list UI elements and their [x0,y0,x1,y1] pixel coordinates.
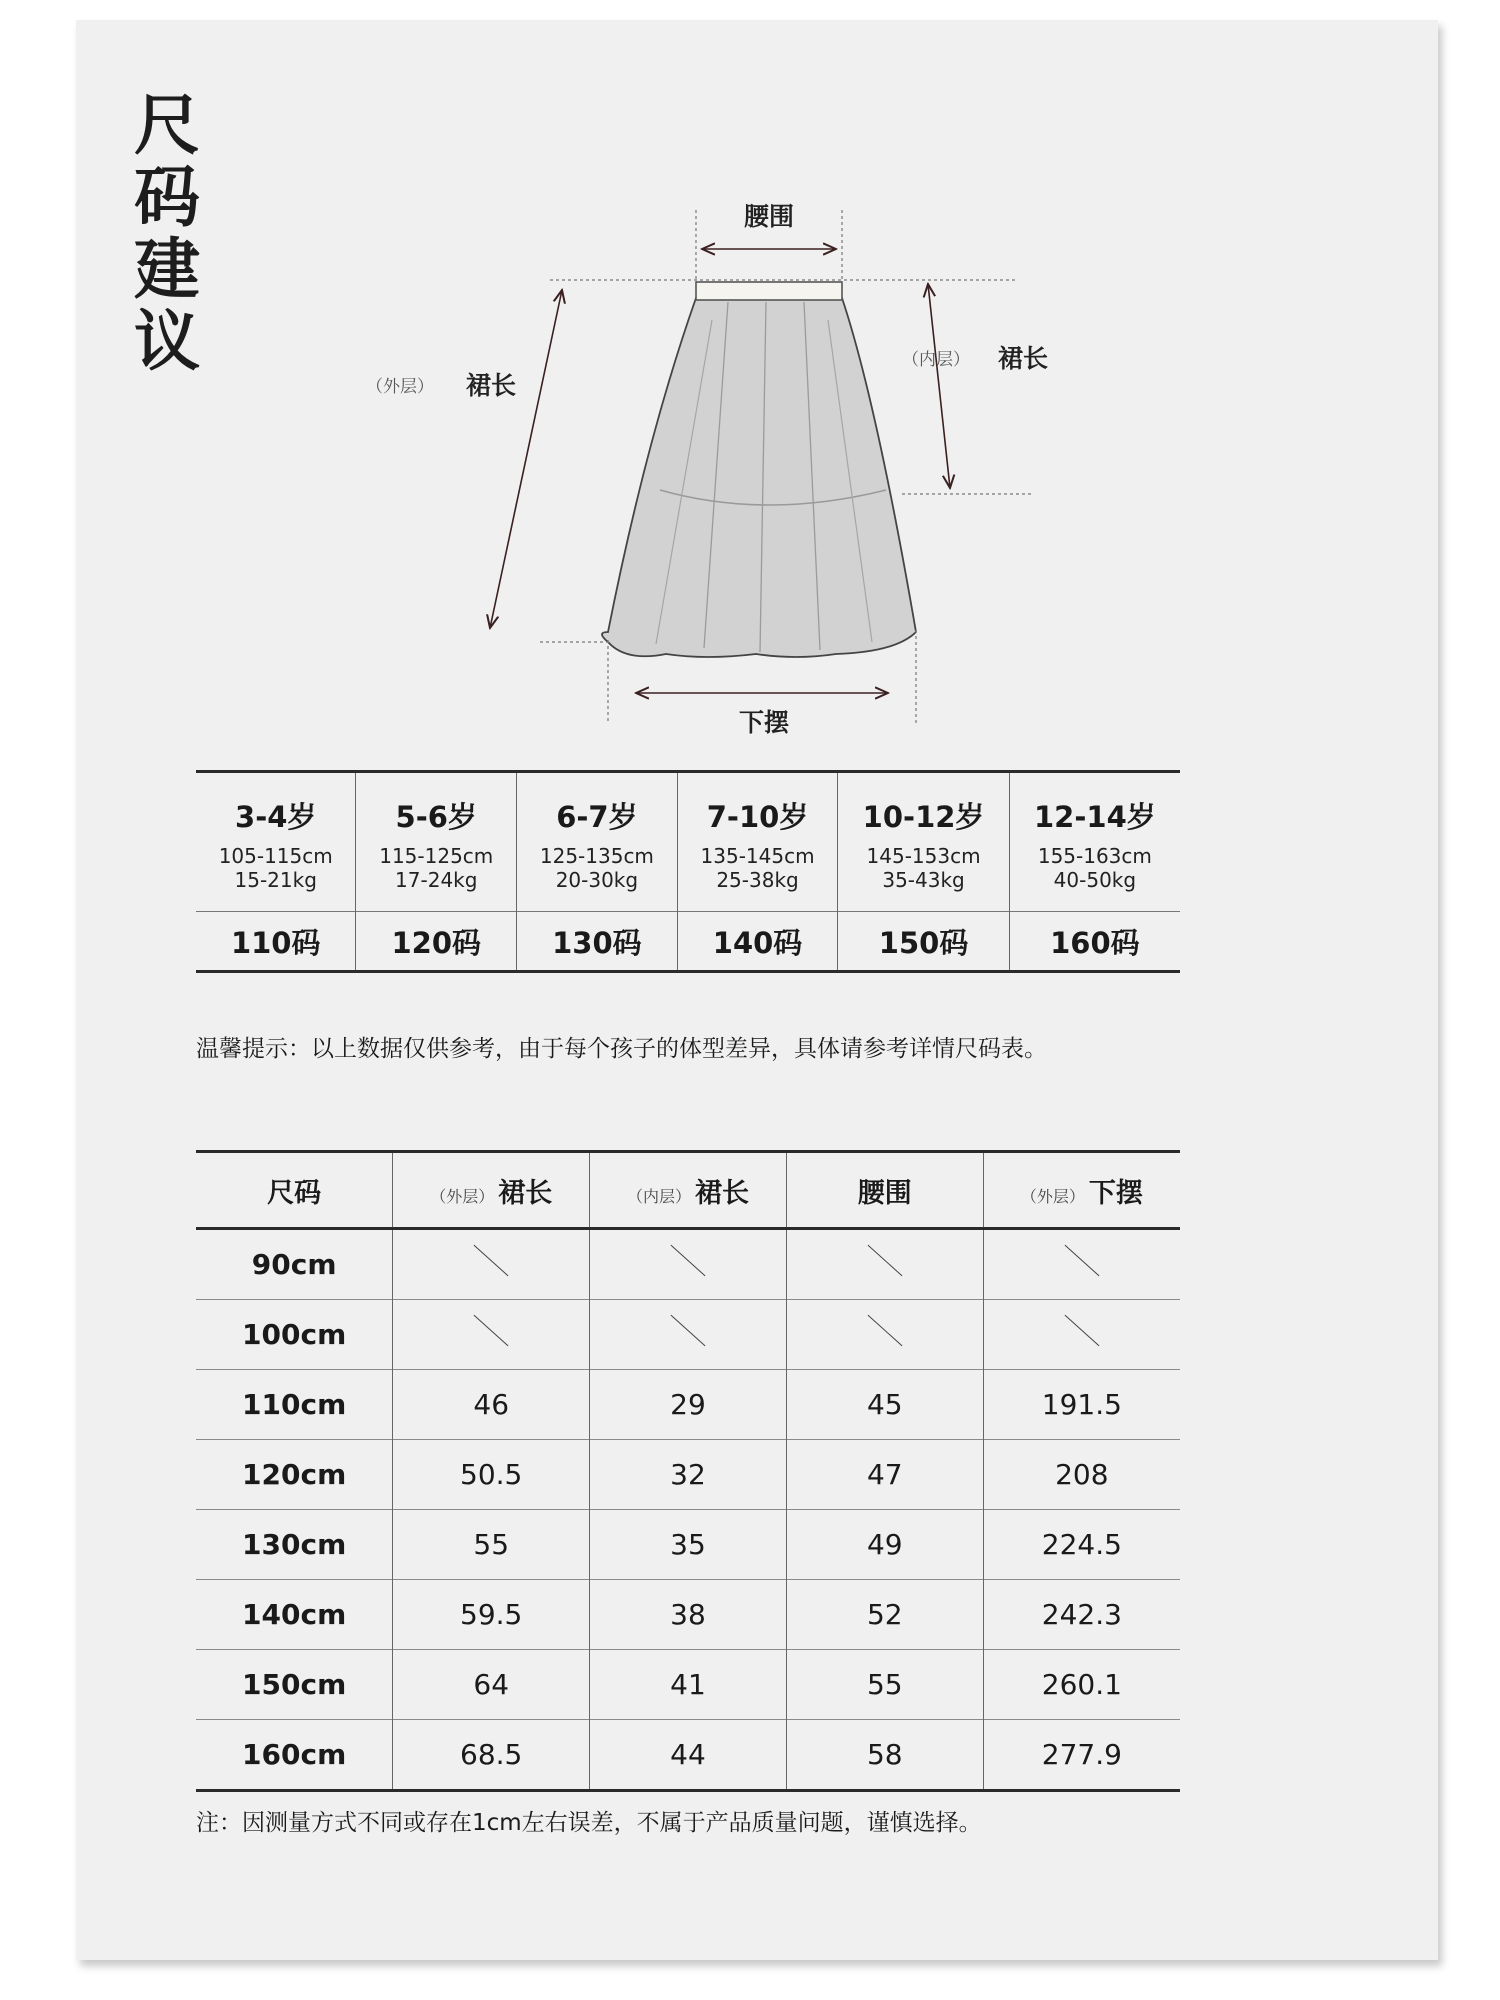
table-row [196,1440,1180,1510]
table-row [196,1229,1180,1300]
table-row [196,1720,1180,1791]
empty-slash-cell [393,1300,590,1370]
age-cell: 12-14岁 155-163cm 40-50kg [1009,772,1180,912]
header-waist: 腰围 [786,1152,983,1229]
slash-icon [669,1316,707,1346]
size-cell: 100cm [196,1300,393,1370]
age-cell: 6-7岁 125-135cm 20-30kg [517,772,678,912]
size-cell: 90cm [251,1248,337,1281]
age-cell: 5-6岁 115-125cm 17-24kg [356,772,517,912]
header-hem: （外层） 下摆 [983,1152,1180,1229]
outer-length-arrow [490,290,562,628]
slash-icon [1063,1246,1101,1276]
slash-icon [472,1246,510,1276]
age-cell: 3-4岁 105-115cm 15-21kg [218,799,333,892]
size-code-cell: 160码 [1009,912,1180,972]
age-row [196,772,1180,912]
slash-icon [866,1316,904,1346]
size-cell: 150cm [196,1650,393,1720]
size-code-cell: 140码 [677,912,838,972]
measurement-cell: 64 [393,1650,590,1720]
measurement-cell: 208 [983,1440,1180,1510]
table-row [196,1300,1180,1370]
hem-label: 下摆 [738,708,790,737]
inner-length-arrow [928,284,950,488]
outer-prefix-label: （外层） [366,377,434,397]
measurement-cell: 35 [590,1510,787,1580]
measurement-cell: 260.1 [983,1650,1180,1720]
empty-slash-cell [786,1229,983,1300]
measurement-cell: 59.5 [393,1580,590,1650]
measurement-cell: 38 [590,1580,787,1650]
measurement-cell: 55 [786,1650,983,1720]
measurement-cell: 44 [590,1720,787,1791]
empty-slash-cell [983,1300,1180,1370]
waistband [696,282,842,300]
measurement-cell: 50.5 [393,1440,590,1510]
table-row [196,1510,1180,1580]
measurement-cell: 46 [393,1370,590,1440]
measurement-cell: 191.5 [983,1370,1180,1440]
waist-label: 腰围 [743,202,795,231]
title-char: 尺 [134,87,200,164]
size-code-cell: 110码 [196,912,356,972]
size-cell: 110cm [196,1370,393,1440]
skirt-diagram [76,20,1438,780]
empty-slash-cell [786,1300,983,1370]
inner-prefix-label: （内层） [902,350,970,370]
measurement-cell: 224.5 [983,1510,1180,1580]
header-inner-length: （内层） 裙长 [590,1152,787,1229]
table-row [196,1370,1180,1440]
measurement-cell: 58 [786,1720,983,1791]
measurement-cell: 41 [590,1650,787,1720]
size-cell: 120cm [196,1440,393,1510]
measurement-cell: 32 [590,1440,787,1510]
age-size-table [196,770,1180,973]
title-char: 建 [134,231,200,308]
inner-length-label: 裙长 [998,344,1049,373]
slash-icon [1063,1316,1101,1346]
table-row [196,1650,1180,1720]
measurement-cell: 277.9 [983,1720,1180,1791]
tip-text: 温馨提示：以上数据仅供参考，由于每个孩子的体型差异，具体请参考详情尺码表。 [196,1036,1047,1062]
slash-icon [669,1246,707,1276]
skirt-shape [602,298,916,657]
size-code-cell: 150码 [838,912,1009,972]
size-cell: 130cm [196,1510,393,1580]
outer-length-label: 裙长 [466,371,517,400]
empty-slash-cell [983,1229,1180,1300]
measurement-cell: 55 [393,1510,590,1580]
empty-slash-cell [590,1300,787,1370]
measurement-cell: 242.3 [983,1580,1180,1650]
measurement-table [196,1150,1180,1792]
age-cell: 10-12岁 145-153cm 35-43kg [838,772,1009,912]
size-cell: 140cm [196,1580,393,1650]
size-code-cell: 120码 [356,912,517,972]
age-cell: 7-10岁 135-145cm 25-38kg [677,772,838,912]
table-row [196,1580,1180,1650]
measurement-cell: 47 [786,1440,983,1510]
footnote-text: 注：因测量方式不同或存在1cm左右误差，不属于产品质量问题，谨慎选择。 [196,1810,982,1836]
measurement-header-row [196,1152,1180,1229]
header-size: 尺码 [196,1152,393,1229]
size-cell: 160cm [196,1720,393,1791]
slash-icon [472,1316,510,1346]
size-code-cell: 130码 [517,912,678,972]
header-outer-length: （外层） 裙长 [393,1152,590,1229]
measurement-cell: 49 [786,1510,983,1580]
measurement-cell: 68.5 [393,1720,590,1791]
empty-slash-cell [590,1229,787,1300]
size-code-row [196,912,1180,972]
measurement-cell: 45 [786,1370,983,1440]
title-char: 议 [134,303,200,380]
measurement-cell: 29 [590,1370,787,1440]
empty-slash-cell [393,1229,590,1300]
measurement-cell: 52 [786,1580,983,1650]
slash-icon [866,1246,904,1276]
title-char: 码 [134,159,200,236]
